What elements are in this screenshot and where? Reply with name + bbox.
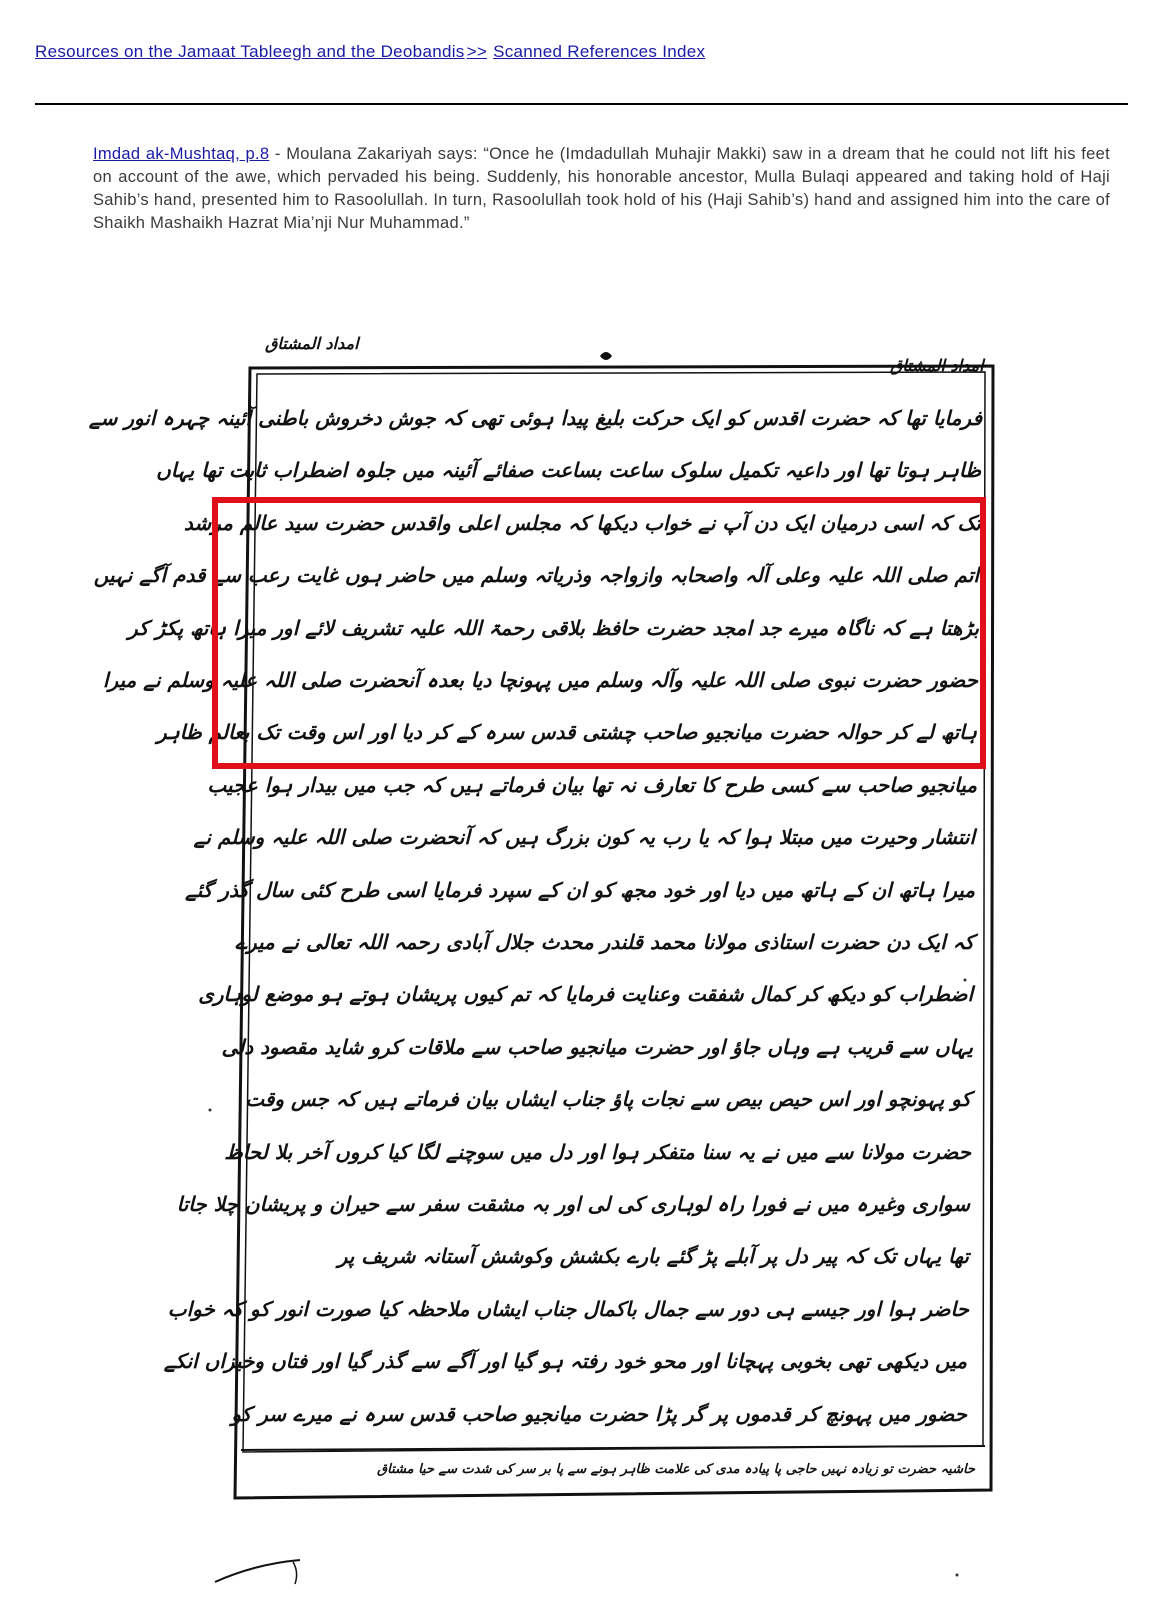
scan-header-right: امداد المشتاق: [890, 356, 984, 375]
scan-text-line: میانجیو صاحب سے کسی طرح کا تعارف نہ تھا بیان فرماتے ہیں کہ جب میں بیدار ہوا عجیب: [207, 772, 977, 797]
scan-text-line: میرا ہاتھ ان کے ہاتھ میں دیا اور خود مجھ کو ان کے سپرد فرمایا اسی طرح کئی سال گذر گئے: [185, 877, 975, 902]
scan-text-line: ظاہر ہوتا تھا اور داعیہ تکمیل سلوک ساعت بساعت صفائے آئینہ میں جلوہ اضطراب ثابت تھا یہاں: [156, 458, 981, 483]
scan-text-line: حضرت مولانا سے میں نے یہ سنا متفکر ہوا اور دل میں سوچنے لگا کیا کروں آخر بلا لحاظ: [224, 1139, 971, 1164]
scan-footnote: حاشیہ حضرت تو زیادہ نہیں حاجی پا پیادہ مدی کی علامت ظاہر ہونے سے پا بر سر کی شدت سے حیا مشتاق: [377, 1462, 975, 1477]
scan-text-line: فرمایا تھا کہ حضرت اقدس کو ایک حرکت بلیغ پیدا ہوئی تھی کہ جوش دخروش باطنی آئینہ چہرہ انور سے: [88, 406, 982, 430]
scan-text-line: بڑھتا ہے کہ ناگاہ میرے جد امجد حضرت حافظ بلاقی رحمۃ اللہ علیہ تشریف لائے اور میرا ہاتھ پکڑ کر: [127, 615, 979, 640]
resources-link[interactable]: Resources on the Jamaat Tableegh and the Deobandis: [35, 42, 465, 61]
scan-text-line: سواری وغیرہ میں نے فورا راہ لوہاری کی لی اور بہ مشقت سفر سے حیران و پریشان چلا جاتا: [176, 1192, 970, 1216]
scan-text-line: حضور حضرت نبوی صلی اللہ علیہ وآلہ وسلم میں پہونچا دیا بعدہ آنحضرت صلی اللہ علیہ وسلم نے میرا: [102, 668, 978, 692]
source-reference-link[interactable]: Imdad ak-Mushtaq, p.8: [93, 145, 270, 163]
scan-text-line: کو پہونچو اور اس حیص بیص سے نجات پاؤ جناب ایشاں بیان فرماتے ہیں کہ جس وقت: [245, 1087, 971, 1112]
scan-text-line: انتشار وحیرت میں مبتلا ہوا کہ یا رب یہ کون بزرگ ہیں کہ آنحضرت صلی اللہ علیہ وسلم نے: [193, 825, 975, 850]
scan-text-line: تک کہ اسی درمیان ایک دن آپ نے خواب دیکھا کہ مجلس اعلی واقدس حضرت سید عالم مرشد: [183, 510, 981, 535]
scan-text-line: تھا یہاں تک کہ پیر دل پر آبلے پڑ گئے بارے بکشش وکوشش آستانہ شریف پر: [337, 1244, 969, 1269]
scan-text-line: اضطراب کو دیکھ کر کمال شفقت وعنایت فرمایا کہ تم کیوں پریشان ہوتے ہو موضع لوہاری: [198, 982, 973, 1007]
scan-text-line: اتم صلی اللہ علیہ وعلی آلہ واصحابہ وازواجہ وذریاتہ وسلم میں حاضر ہوں غایت رعب سے قدم آگے نہیں: [93, 563, 979, 588]
horizontal-divider: [35, 103, 1128, 105]
highlight-box: [93, 497, 986, 769]
scan-header-left: امداد المشتاق: [265, 334, 359, 353]
scan-text-line: حاضر ہوا اور جیسے ہی دور سے جمال باکمال جناب ایشاں ملاحظہ کیا صورت انور کو کہ خواب: [167, 1296, 969, 1321]
scan-text-line: ہاتھ لے کر حوالہ حضرت میانجیو صاحب چشتی قدس سرہ کے کر دیا اور اس وقت تک بعالم ظاہر: [156, 720, 977, 745]
breadcrumb-separator: >>: [466, 42, 488, 61]
scan-text-line: حضور میں پہونچ کر قدموں پر گر پڑا حضرت میانجیو صاحب قدس سرہ نے میرے سر کو: [231, 1401, 967, 1426]
scanned-references-index-link[interactable]: Scanned References Index: [493, 42, 706, 61]
scan-text-line: کہ ایک دن حضرت استاذی مولانا محمد قلندر محدث جلال آبادی رحمہ اللہ تعالی نے میرے: [235, 930, 974, 954]
scan-text-line: یہاں سے قریب ہے وہاں جاؤ اور حضرت میانجیو صاحب سے ملاقات کرو شاید مقصود دلی: [221, 1034, 973, 1059]
scan-text-line: میں دیکھی تھی بخوبی پہچانا اور محو خود رفتہ ہو گیا اور آگے سے گذر گیا اور فتاں وخیزاں انکے: [163, 1349, 967, 1374]
breadcrumb-nav: [35, 42, 705, 62]
quote-text: - Moulana Zakariyah says: “Once he (Imdadullah Muhajir Makki) saw in a dream that he could not lift his feet on account of the awe, which pervaded his being. Suddenly, his honorable ancestor, Mulla Bulaqi appeared and taking hold of Haji Sahib’s hand, presented him to Rasoolullah. In turn, Rasoolullah took hold of his (Haji Sahib’s) hand and assigned him into the care of Shaikh Mashaikh Hazrat Mia’nji Nur Muhammad.”: [93, 145, 1110, 232]
quote-paragraph: [93, 143, 1110, 235]
